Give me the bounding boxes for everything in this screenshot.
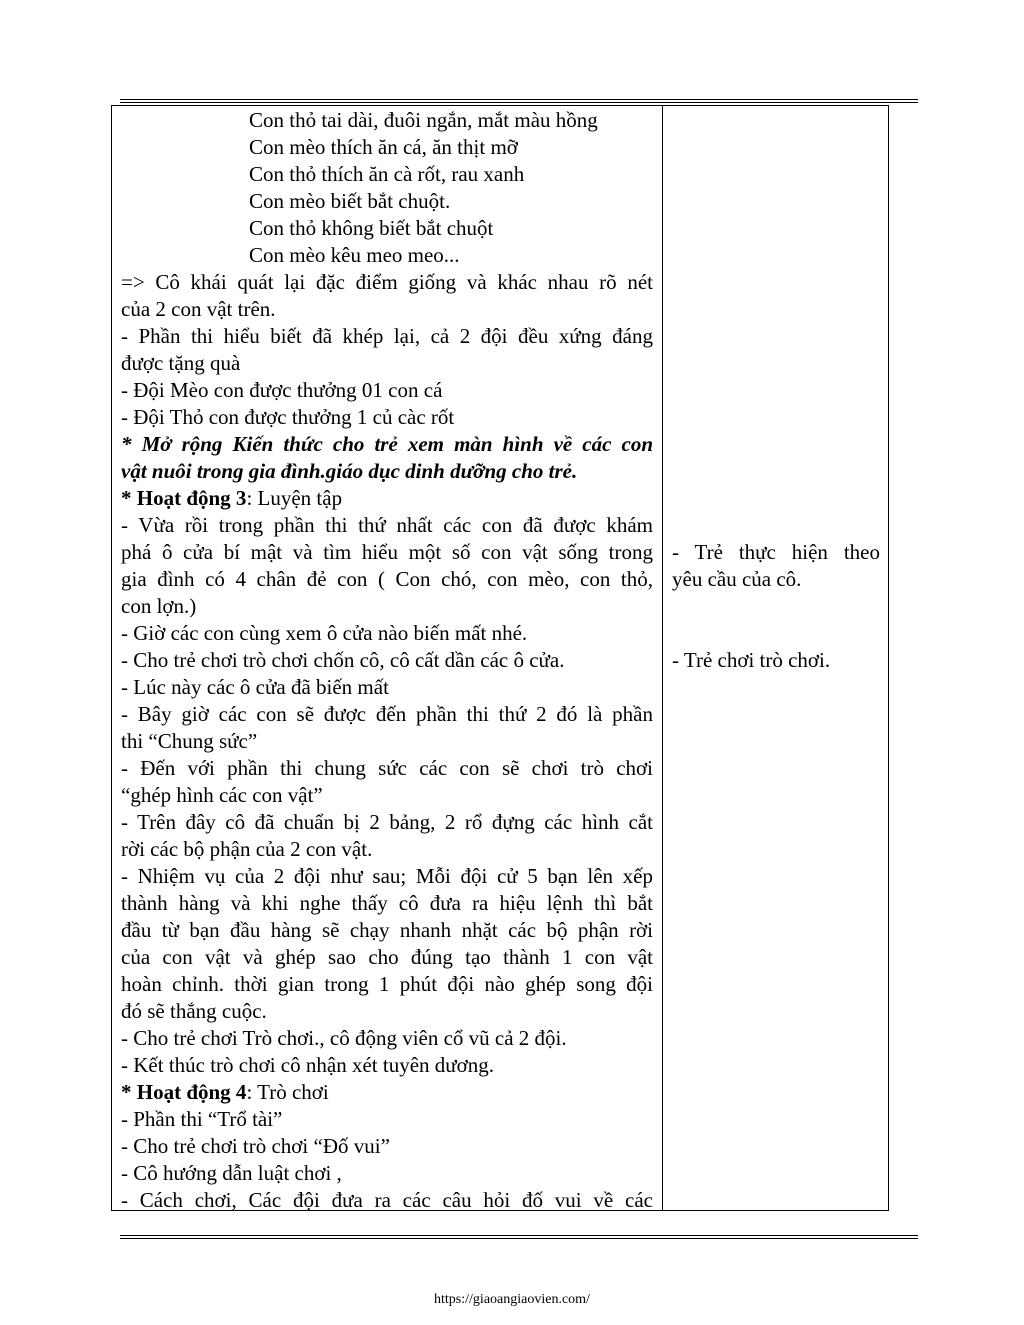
activity-line: - Cho trẻ chơi Trò chơi., cô động viên cổ vũ cả 2 đội. xyxy=(121,1026,567,1050)
spacer xyxy=(672,593,880,647)
contest-line: - Phần thi hiểu biết đã khép lại, cả 2 đội đều xứng đáng xyxy=(121,324,653,348)
activity-line: phá ô cửa bí mật và tìm hiểu một số con vật sống trong xyxy=(121,540,653,564)
activity-4-title: : Trò chơi xyxy=(246,1080,329,1104)
summary-line: => Cô khái quát lại đặc điểm giống và khác nhau rõ nét xyxy=(121,270,653,294)
activity-line: - Nhiệm vụ của 2 đội như sau; Mỗi đội cử 5 bạn lên xếp xyxy=(121,864,653,888)
poem-line: Con mèo kêu meo meo... xyxy=(249,243,460,267)
activity-line: - Cách chơi, Các đội đưa ra các câu hỏi đố vui về các xyxy=(121,1188,653,1212)
teacher-activity-column xyxy=(121,107,653,1214)
activity-3-label: * Hoạt động 3 xyxy=(121,486,247,510)
activity-line: - Bây giờ các con sẽ được đến phần thi thứ 2 đó là phần xyxy=(121,702,653,726)
activity-line: - Cô hướng dẫn luật chơi , xyxy=(121,1161,342,1185)
activity-line: - Vừa rồi trong phần thi thứ nhất các con đã được khám xyxy=(121,513,653,537)
poem-line: Con thỏ không biết bắt chuột xyxy=(249,216,494,240)
poem-line: Con thỏ tai dài, đuôi ngắn, mắt màu hồng xyxy=(249,108,598,132)
activity-line: hoàn chỉnh. thời gian trong 1 phút đội nào ghép song đội xyxy=(121,972,653,996)
activity-line: - Lúc này các ô cửa đã biến mất xyxy=(121,675,389,699)
activity-line: - Trên đây cô đã chuẩn bị 2 bảng, 2 rổ đựng các hình cắt xyxy=(121,810,653,834)
activity-line: “ghép hình các con vật” xyxy=(121,783,323,807)
activity-4-heading xyxy=(121,1079,653,1106)
activity-line: - Cho trẻ chơi trò chơi “Đố vui” xyxy=(121,1134,390,1158)
activity-3-title: : Luyện tập xyxy=(246,486,343,510)
child-response-line: - Trẻ chơi trò chơi. xyxy=(672,648,831,672)
contest-line: được tặng quà xyxy=(121,351,241,375)
activity-line: - Cho trẻ chơi trò chơi chốn cô, cô cất dần các ô cửa. xyxy=(121,648,565,672)
activity-line: con lợn.) xyxy=(121,594,197,618)
header-rule xyxy=(120,99,918,103)
poem-line: Con mèo thích ăn cá, ăn thịt mỡ xyxy=(249,135,518,159)
column-divider xyxy=(662,106,663,1210)
activity-line: thi “Chung sức” xyxy=(121,729,258,753)
activity-line: - Phần thi “Trổ tài” xyxy=(121,1107,283,1131)
activity-line: rời các bộ phận của 2 con vật. xyxy=(121,837,373,861)
extension-line: * Mở rộng Kiến thức cho trẻ xem màn hình về các con xyxy=(121,432,653,456)
award-line: - Đội Thỏ con được thưởng 1 củ càc rốt xyxy=(121,405,455,429)
activity-line: - Kết thúc trò chơi cô nhận xét tuyên dương. xyxy=(121,1053,494,1077)
summary-line: của 2 con vật trên. xyxy=(121,297,276,321)
activity-line: đầu từ bạn đầu hàng sẽ chạy nhanh nhặt các bộ phận rời xyxy=(121,918,653,942)
activity-3-heading xyxy=(121,485,653,512)
activity-line: - Đến với phần thi chung sức các con sẽ chơi trò chơi xyxy=(121,756,653,780)
extension-line: vật nuôi trong gia đình.giáo dục dinh dưỡng cho trẻ. xyxy=(121,459,578,483)
activity-line: thành hàng và khi nghe thấy cô đưa ra hiệu lệnh thì bắt xyxy=(121,891,653,915)
footer-rule xyxy=(120,1235,918,1239)
activity-line: đó sẽ thắng cuộc. xyxy=(121,999,267,1023)
poem-line: Con mèo biết bắt chuột. xyxy=(249,189,451,213)
child-response-line: - Trẻ thực hiện theo xyxy=(672,540,880,564)
child-activity-column xyxy=(672,539,880,674)
activity-line: - Giờ các con cùng xem ô cửa nào biến mất nhé. xyxy=(121,621,528,645)
activity-line: của con vật và ghép sao cho đúng tạo thành 1 con vật xyxy=(121,945,653,969)
lesson-table xyxy=(111,105,889,1211)
activity-4-label: * Hoạt động 4 xyxy=(121,1080,247,1104)
award-line: - Đội Mèo con được thưởng 01 con cá xyxy=(121,378,443,402)
activity-line: gia đình có 4 chân đẻ con ( Con chó, con mèo, con thỏ, xyxy=(121,567,653,591)
poem-line: Con thỏ thích ăn cà rốt, rau xanh xyxy=(249,162,525,186)
footer-url[interactable]: https://giaoangiaovien.com/ xyxy=(434,1292,590,1307)
child-response-line: yêu cầu của cô. xyxy=(672,567,802,591)
